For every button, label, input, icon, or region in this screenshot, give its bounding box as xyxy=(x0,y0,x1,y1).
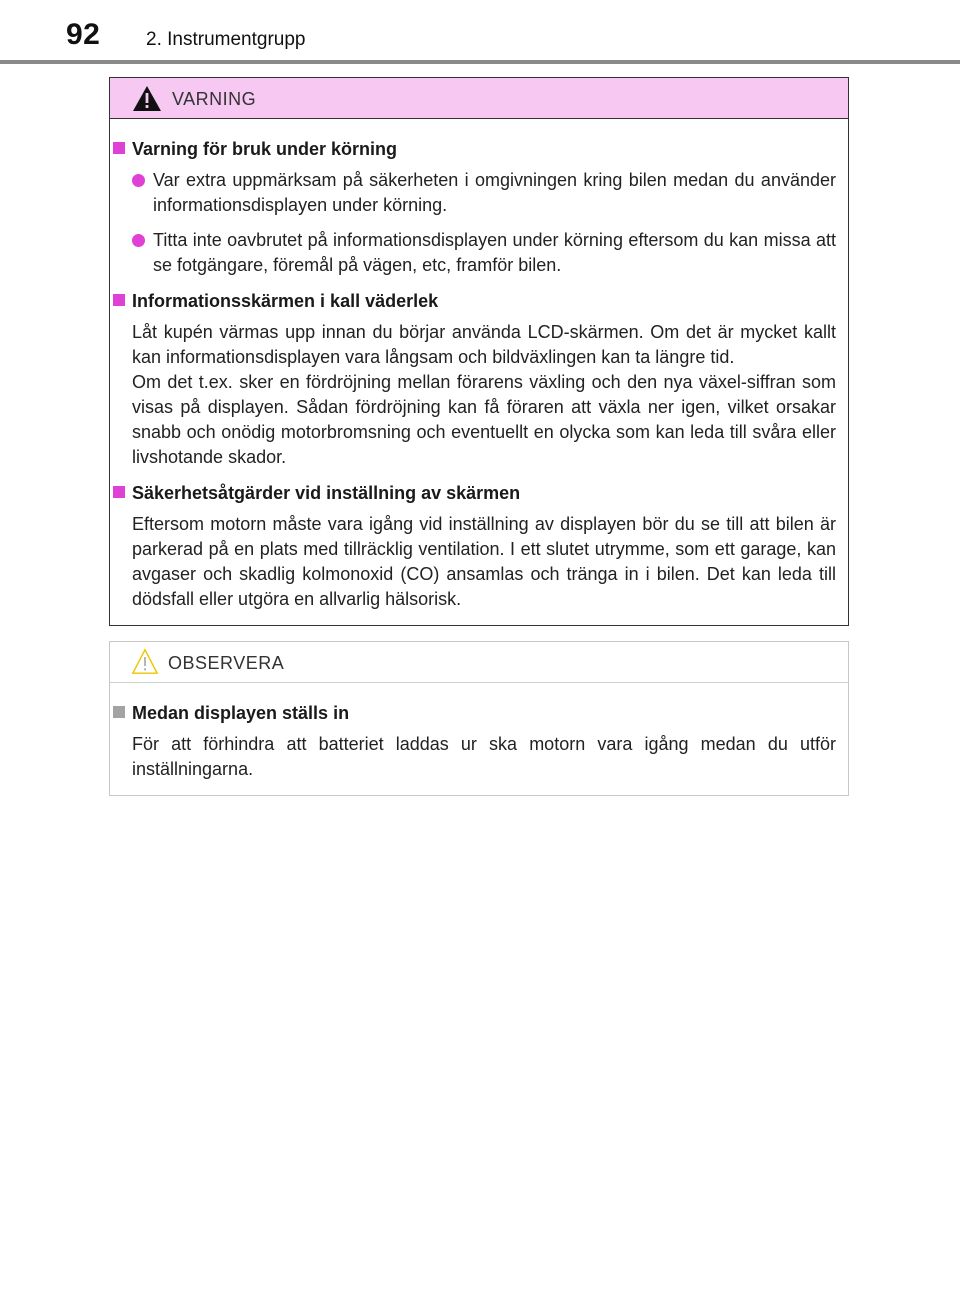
notice-label: OBSERVERA xyxy=(168,653,285,673)
body-paragraph: Om det t.ex. sker en fördröjning mellan förarens växling och den nya växel-siffran som visas på displayen. Sådan fördröjning kan få föraren att växla ner igen, vilket orsakar snabb och onödig motorbromsning och eventuellt en olycka som kan leda till svåra eller livshotande skador. xyxy=(132,372,836,467)
section-heading xyxy=(110,137,848,161)
section-title: 2. Instrumentgrupp xyxy=(146,29,306,50)
section-heading xyxy=(110,289,848,313)
warning-box xyxy=(109,77,849,626)
section-heading-text: Säkerhetsåtgärder vid inställning av skärmen xyxy=(132,483,521,503)
page-number: 92 xyxy=(66,18,101,51)
notice-box-header xyxy=(110,642,848,683)
warning-box-header xyxy=(110,78,848,119)
notice-box-body xyxy=(110,701,848,782)
section-heading xyxy=(110,701,848,725)
bullet-item xyxy=(110,168,848,218)
square-bullet-icon xyxy=(113,706,125,718)
bullet-text: Titta inte oavbrutet på informationsdisplayen under körning eftersom du kan missa att se fotgängare, föremål på vägen, etc, framför bilen. xyxy=(153,230,836,275)
body-paragraph: Låt kupén värmas upp innan du börjar använda LCD-skärmen. Om det är mycket kallt kan informationsdisplayen vara långsam och bildväxlingen kan ta längre tid. xyxy=(132,322,836,367)
section-heading-text: Medan displayen ställs in xyxy=(132,703,350,723)
section-heading-text: Informationsskärmen i kall väderlek xyxy=(132,291,439,311)
caution-triangle-icon xyxy=(130,648,160,675)
round-bullet-icon xyxy=(132,174,145,187)
section-heading-text: Varning för bruk under körning xyxy=(132,139,398,159)
square-bullet-icon xyxy=(113,486,125,498)
header-divider xyxy=(0,60,960,64)
section-heading xyxy=(110,481,848,505)
warning-label: VARNING xyxy=(172,89,257,109)
square-bullet-icon xyxy=(113,294,125,306)
page-header xyxy=(0,0,960,62)
warning-triangle-icon xyxy=(132,85,162,112)
body-paragraph: För att förhindra att batteriet laddas ur ska motorn vara igång medan du utför inställningarna. xyxy=(132,734,836,779)
body-paragraph: Eftersom motorn måste vara igång vid inställning av displayen bör du se till att bilen är parkerad på en plats med tillräcklig ventilation. I ett slutet utrymme, som ett garage, kan avgaser och skadlig kolmonoxid (CO) ansamlas och tränga in i bilen. Det kan leda till dödsfall eller utgöra en allvarlig hälsorisk. xyxy=(132,514,836,609)
notice-box xyxy=(109,641,849,796)
bullet-item xyxy=(110,228,848,278)
warning-box-body xyxy=(110,137,848,612)
bullet-text: Var extra uppmärksam på säkerheten i omgivningen kring bilen medan du använder informationsdisplayen under körning. xyxy=(153,170,836,215)
square-bullet-icon xyxy=(113,142,125,154)
round-bullet-icon xyxy=(132,234,145,247)
